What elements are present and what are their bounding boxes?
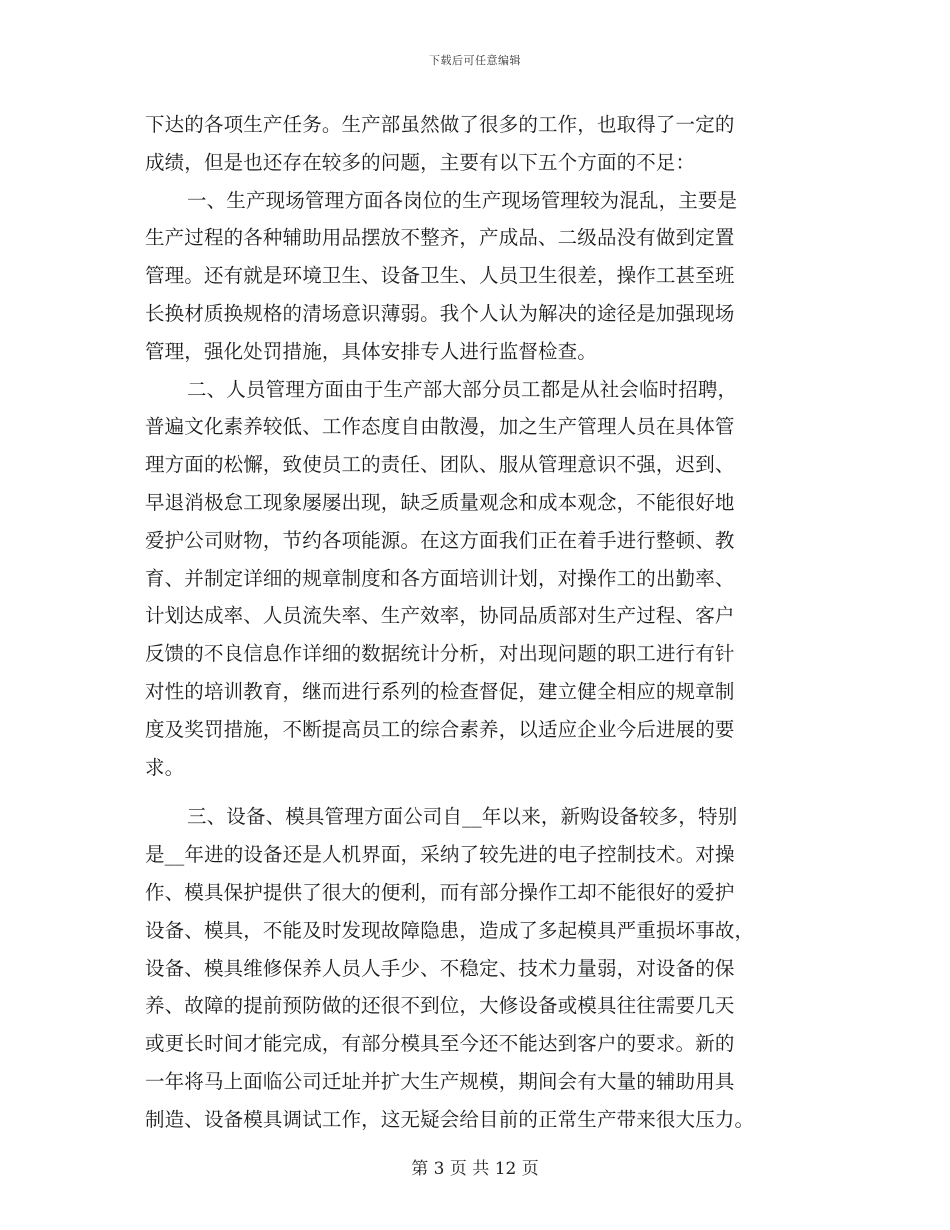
page-number-footer: 第 3 页 共 12 页 [411, 1159, 539, 1179]
text-line: 是__年进的设备还是人机界面，采纳了较先进的电子控制技术。对操 [145, 843, 735, 867]
text-line: 或更长时间才能完成，有部分模具至今还不能达到客户的要求。新的 [145, 1032, 735, 1056]
page-header: 下载后可任意编辑 [429, 54, 521, 67]
document-body [145, 106, 805, 1139]
text-line: 理方面的松懈，致使员工的责任、团队、服从管理意识不强，迟到、 [145, 453, 735, 477]
text-line: 作、模具保护提供了很大的便利，而有部分操作工却不能很好的爱护 [145, 880, 735, 904]
text-line: 制造、设备模具调试工作，这无疑会给目前的正常生产带来很大压力。 [145, 1107, 755, 1131]
text-line: 设备、模具维修保养人员人手少、不稳定、技术力量弱，对设备的保 [145, 956, 735, 980]
text-line: 早退消极怠工现象屡屡出现，缺乏质量观念和成本观念，不能很好地 [145, 490, 735, 514]
paragraph-start-line: 三、设备、模具管理方面公司自__年以来，新购设备较多，特别 [187, 805, 738, 829]
text-line: 计划达成率、人员流失率、生产效率，协同品质部对生产过程、客户 [145, 604, 735, 628]
text-line: 一年将马上面临公司迁址并扩大生产规模，期间会有大量的辅助用具 [145, 1069, 735, 1093]
text-line: 爱护公司财物，节约各项能源。在这方面我们正在着手进行整顿、教 [145, 528, 735, 552]
text-line: 育、并制定详细的规章制度和各方面培训计划，对操作工的出勤率、 [145, 566, 735, 590]
text-line: 养、故障的提前预防做的还很不到位，大修设备或模具往往需要几天 [145, 994, 735, 1018]
text-line: 度及奖罚措施，不断提高员工的综合素养，以适应企业今后进展的要 [145, 717, 735, 741]
text-line: 反馈的不良信息作详细的数据统计分析，对出现问题的职工进行有针 [145, 642, 735, 666]
paragraph-start-line: 一、生产现场管理方面各岗位的生产现场管理较为混乱，主要是 [187, 188, 738, 212]
text-line: 成绩，但是也还存在较多的问题，主要有以下五个方面的不足： [145, 150, 696, 174]
text-line: 下达的各项生产任务。生产部虽然做了很多的工作，也取得了一定的 [145, 113, 735, 136]
text-line: 长换材质换规格的清场意识薄弱。我个人认为解决的途径是加强现场 [145, 301, 735, 325]
text-line: 求。 [145, 755, 185, 779]
text-line: 普遍文化素养较低、工作态度自由散漫，加之生产管理人员在具体管 [145, 415, 735, 439]
paragraph-start-line: 二、人员管理方面由于生产部大部分员工都是从社会临时招聘， [187, 377, 738, 401]
text-line: 设备、模具，不能及时发现故障隐患，造成了多起模具严重损坏事故， [145, 918, 755, 942]
text-line: 管理，强化处罚措施，具体安排专人进行监督检查。 [145, 339, 597, 363]
text-line: 生产过程的各种辅助用品摆放不整齐，产成品、二级品没有做到定置 [145, 226, 735, 250]
text-line: 管理。还有就是环境卫生、设备卫生、人员卫生很差，操作工甚至班 [145, 264, 735, 288]
paragraph-gap [145, 786, 805, 798]
text-line: 对性的培训教育，继而进行系列的检查督促，建立健全相应的规章制 [145, 679, 735, 703]
